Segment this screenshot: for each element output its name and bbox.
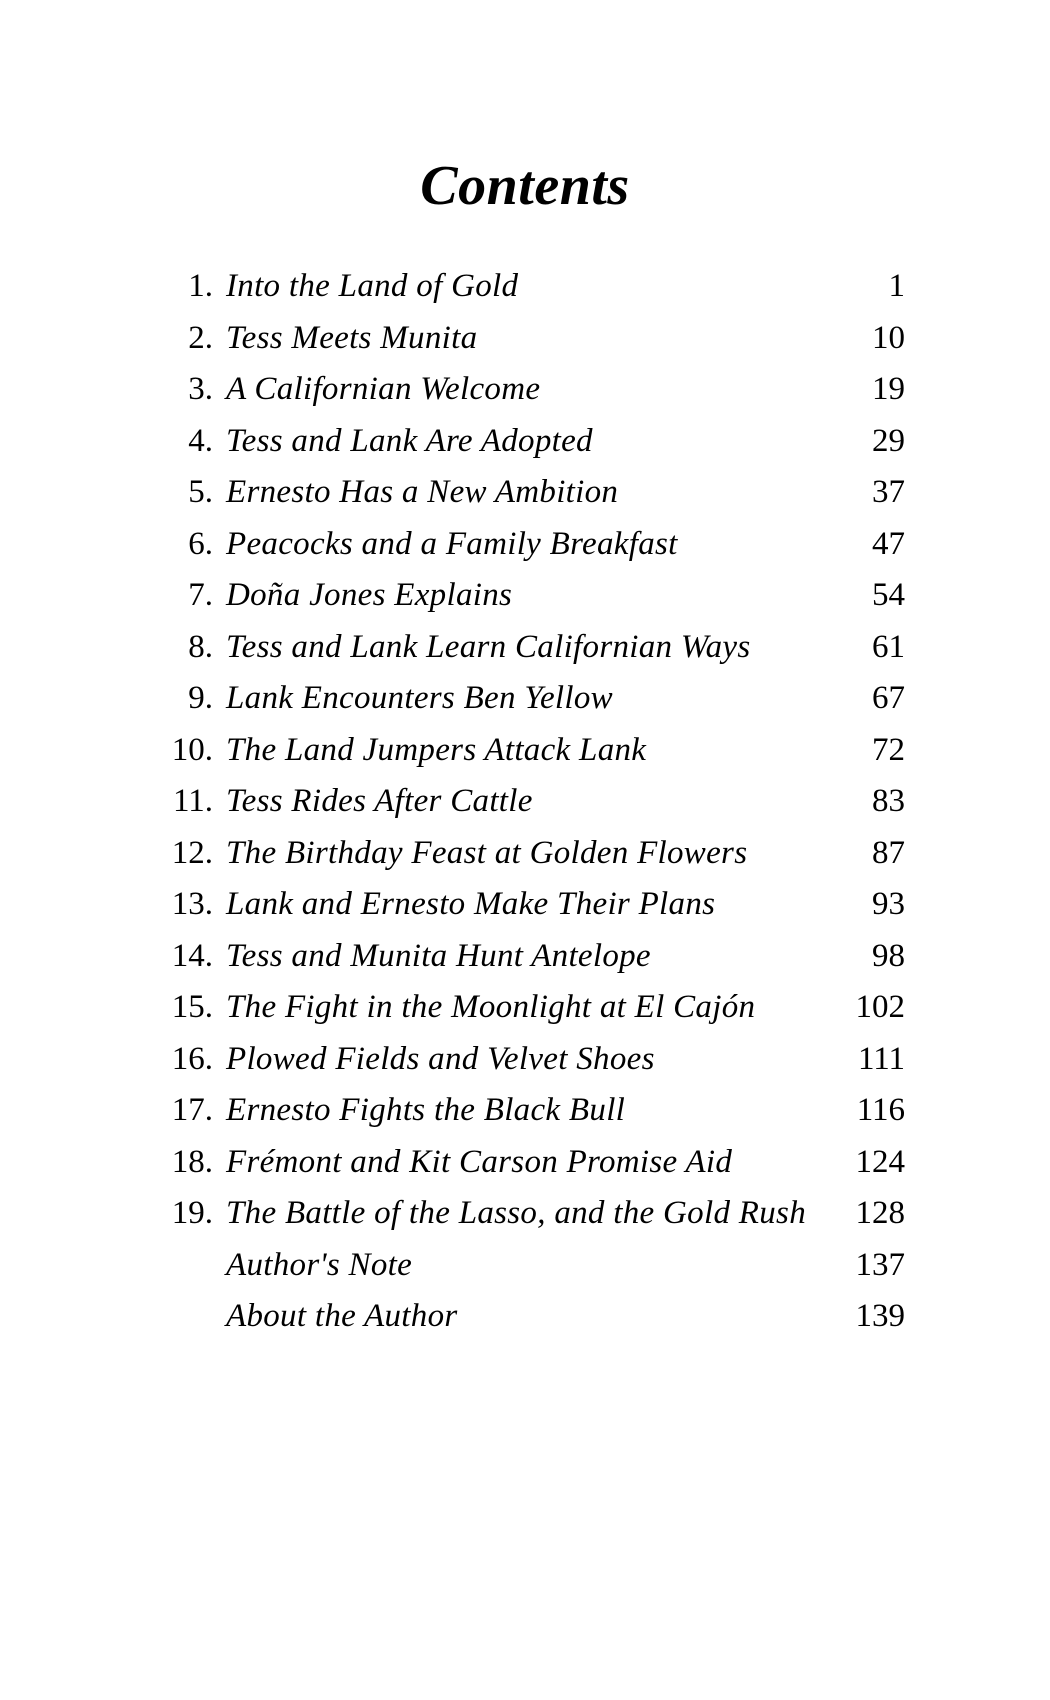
toc-entry-number: 16. — [171, 1040, 213, 1077]
toc-entry[interactable] — [145, 1144, 905, 1196]
toc-entry[interactable] — [145, 886, 905, 938]
toc-entry[interactable] — [145, 1247, 905, 1299]
toc-entry[interactable] — [145, 732, 905, 784]
toc-entry-number: 10. — [171, 731, 213, 768]
toc-entry-title[interactable]: Into the Land of Gold — [226, 268, 519, 304]
toc-entry-page-number: 19 — [872, 371, 905, 407]
toc-entry-title[interactable]: About the Author — [226, 1298, 458, 1334]
toc-entry-number: 6. — [188, 525, 213, 562]
toc-entry-page-number: 47 — [872, 525, 905, 562]
toc-entry-title[interactable]: A Californian Welcome — [226, 371, 541, 407]
toc-entry-number: 8. — [188, 628, 213, 665]
toc-entry-page-number: 98 — [872, 937, 905, 974]
toc-entry-title[interactable]: Author's Note — [226, 1246, 413, 1283]
toc-entry-page-number: 61 — [872, 628, 905, 665]
toc-entry[interactable] — [145, 320, 905, 372]
toc-entry-page-number: 29 — [872, 422, 905, 459]
toc-entry-number: 19. — [171, 1195, 213, 1231]
toc-entry-page-number: 87 — [872, 834, 905, 871]
toc-entry-page-number: 83 — [872, 783, 905, 819]
toc-entry-title[interactable]: Doña Jones Explains — [226, 577, 513, 613]
toc-entry-number: 9. — [188, 680, 213, 716]
toc-entry-title[interactable]: Tess Meets Munita — [226, 319, 478, 356]
toc-entry-number: 18. — [171, 1143, 213, 1180]
toc-entry-title[interactable]: Tess and Lank Learn Californian Ways — [226, 628, 751, 665]
toc-entry-title[interactable]: Ernesto Has a New Ambition — [226, 474, 619, 510]
toc-entry-title[interactable]: Frémont and Kit Carson Promise Aid — [226, 1143, 733, 1180]
toc-entry-title[interactable]: The Birthday Feast at Golden Flowers — [226, 834, 748, 871]
toc-entry-title[interactable]: Plowed Fields and Velvet Shoes — [226, 1040, 655, 1077]
toc-entry[interactable] — [145, 835, 905, 887]
toc-entry-title[interactable]: The Land Jumpers Attack Lank — [226, 731, 647, 768]
toc-entry[interactable] — [145, 1041, 905, 1093]
toc-entry-page-number: 54 — [872, 577, 905, 613]
toc-entry-number: 2. — [188, 319, 213, 356]
toc-entry-page-number: 137 — [855, 1246, 905, 1283]
toc-entry-title[interactable]: Lank and Ernesto Make Their Plans — [226, 886, 716, 922]
toc-entry-number: 13. — [171, 886, 213, 922]
toc-entry-page-number: 111 — [857, 1040, 905, 1077]
toc-entry-page-number: 139 — [855, 1298, 905, 1334]
toc-entry-number: 15. — [171, 989, 213, 1025]
toc-entry-title[interactable]: Tess Rides After Cattle — [226, 783, 533, 819]
toc-entry-title[interactable]: Lank Encounters Ben Yellow — [226, 680, 613, 716]
toc-entry-page-number: 128 — [855, 1195, 905, 1231]
toc-entry-title[interactable]: Tess and Munita Hunt Antelope — [226, 937, 651, 974]
toc-entry-title[interactable]: Ernesto Fights the Black Bull — [226, 1092, 626, 1128]
toc-entry[interactable] — [145, 371, 905, 423]
toc-entry-title[interactable]: The Battle of the Lasso, and the Gold Rush — [226, 1195, 806, 1231]
toc-entry-number: 7. — [188, 577, 213, 613]
toc-entry[interactable] — [145, 783, 905, 835]
toc-entry[interactable] — [145, 680, 905, 732]
toc-entry-number: 12. — [171, 834, 213, 871]
toc-entry[interactable] — [145, 268, 905, 320]
toc-entry-number: 1. — [188, 268, 213, 304]
toc-entry-number: 17. — [171, 1092, 213, 1128]
toc-entry-page-number: 116 — [856, 1092, 905, 1128]
page-title: Contents — [420, 155, 630, 217]
toc-entry[interactable] — [145, 526, 905, 578]
toc-entry[interactable] — [145, 423, 905, 475]
toc-entry-page-number: 124 — [855, 1143, 905, 1180]
toc-entry[interactable] — [145, 577, 905, 629]
toc-entry-page-number: 102 — [855, 989, 905, 1025]
toc-entry-number: 14. — [171, 937, 213, 974]
toc-entry-page-number: 93 — [872, 886, 905, 922]
toc-entry[interactable] — [145, 1092, 905, 1144]
toc-entry[interactable] — [145, 989, 905, 1041]
table-of-contents-list — [145, 268, 905, 1350]
toc-entry-number: 11. — [172, 783, 213, 819]
toc-entry-page-number: 72 — [872, 731, 905, 768]
toc-entry[interactable] — [145, 1195, 905, 1247]
toc-entry-title[interactable]: Peacocks and a Family Breakfast — [226, 525, 678, 562]
toc-entry-number: 5. — [188, 474, 213, 510]
toc-entry[interactable] — [145, 629, 905, 681]
toc-entry-title[interactable]: Tess and Lank Are Adopted — [226, 422, 593, 459]
toc-entry[interactable] — [145, 1298, 905, 1350]
toc-entry[interactable] — [145, 938, 905, 990]
toc-entry-page-number: 67 — [872, 680, 905, 716]
toc-entry-page-number: 37 — [872, 474, 905, 510]
toc-entry-page-number: 1 — [888, 268, 905, 304]
toc-entry-number: 4. — [188, 422, 213, 459]
toc-entry-title[interactable]: The Fight in the Moonlight at El Cajón — [226, 989, 756, 1025]
toc-entry-number: 3. — [188, 371, 213, 407]
toc-entry[interactable] — [145, 474, 905, 526]
toc-entry-page-number: 10 — [872, 319, 905, 356]
